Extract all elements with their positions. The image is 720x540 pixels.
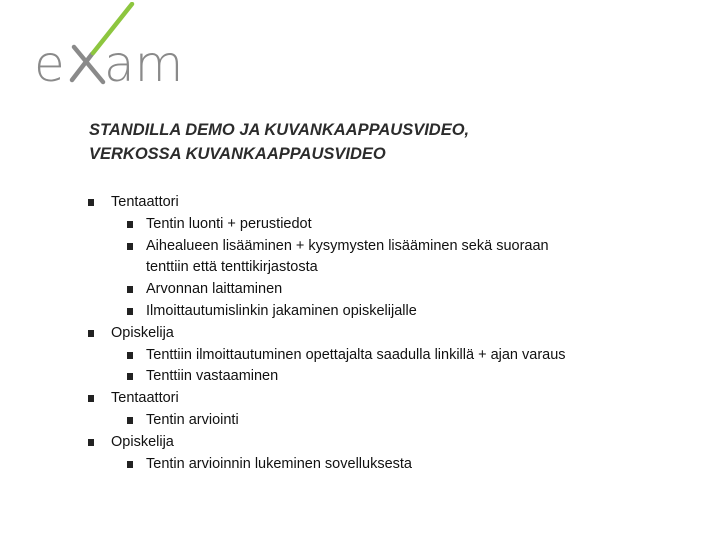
bullet-label: Tentaattori: [111, 390, 179, 407]
square-bullet-icon: [127, 286, 133, 293]
bullet-list: [0, 192, 720, 475]
bullet-level1: [0, 192, 720, 214]
square-bullet-icon: [88, 439, 94, 446]
bullet-text: Tenttiin vastaaminen: [146, 368, 279, 385]
square-bullet-icon: [127, 373, 133, 380]
bullet-text: tenttiin että tenttikirjastosta: [146, 259, 318, 276]
bullet-text: Aihealueen lisääminen + kysymysten lisääminen sekä suoraan: [146, 237, 549, 254]
bullet-level1: [0, 388, 720, 410]
square-bullet-icon: [127, 461, 133, 468]
bullet-level2: [0, 366, 720, 388]
square-bullet-icon: [127, 417, 133, 424]
bullet-label: Opiskelija: [111, 433, 174, 450]
square-bullet-icon: [127, 243, 133, 250]
bullet-level2: [0, 345, 720, 367]
slide-title-line-2: VERKOSSA KUVANKAAPPAUSVIDEO: [89, 145, 386, 163]
slide-title-line-1: STANDILLA DEMO JA KUVANKAAPPAUSVIDEO,: [89, 121, 470, 139]
square-bullet-icon: [127, 221, 133, 228]
bullet-text: Arvonnan laittaminen: [146, 281, 283, 298]
bullet-level2: [0, 410, 720, 432]
logo-letter-e: e: [34, 35, 65, 88]
square-bullet-icon: [127, 352, 133, 359]
bullet-level2: [0, 236, 720, 258]
bullet-level2: [0, 301, 720, 323]
bullet-text: Ilmoittautumislinkin jakaminen opiskelijalle: [146, 302, 417, 319]
bullet-level2-continuation: [0, 257, 720, 279]
bullet-text: Tenttiin ilmoittautuminen opettajalta saadulla linkillä + ajan varaus: [146, 346, 566, 363]
bullet-text: Tentin arviointi: [146, 411, 239, 428]
bullet-text: Tentin luonti + perustiedot: [146, 215, 312, 232]
bullet-level1: [0, 432, 720, 454]
square-bullet-icon: [88, 199, 94, 206]
square-bullet-icon: [88, 330, 94, 337]
bullet-label: Opiskelija: [111, 324, 174, 341]
bullet-level2: [0, 454, 720, 476]
exam-logo: [34, 2, 196, 88]
bullet-level2: [0, 279, 720, 301]
square-bullet-icon: [127, 308, 133, 315]
bullet-label: Tentaattori: [111, 194, 179, 210]
bullet-text: Tentin arvioinnin lukeminen sovelluksesta: [146, 455, 412, 472]
slide-title: [89, 118, 649, 166]
logo-letters-am: am: [104, 35, 184, 88]
bullet-level1: [0, 323, 720, 345]
square-bullet-icon: [88, 395, 94, 402]
bullet-level2: [0, 214, 720, 236]
